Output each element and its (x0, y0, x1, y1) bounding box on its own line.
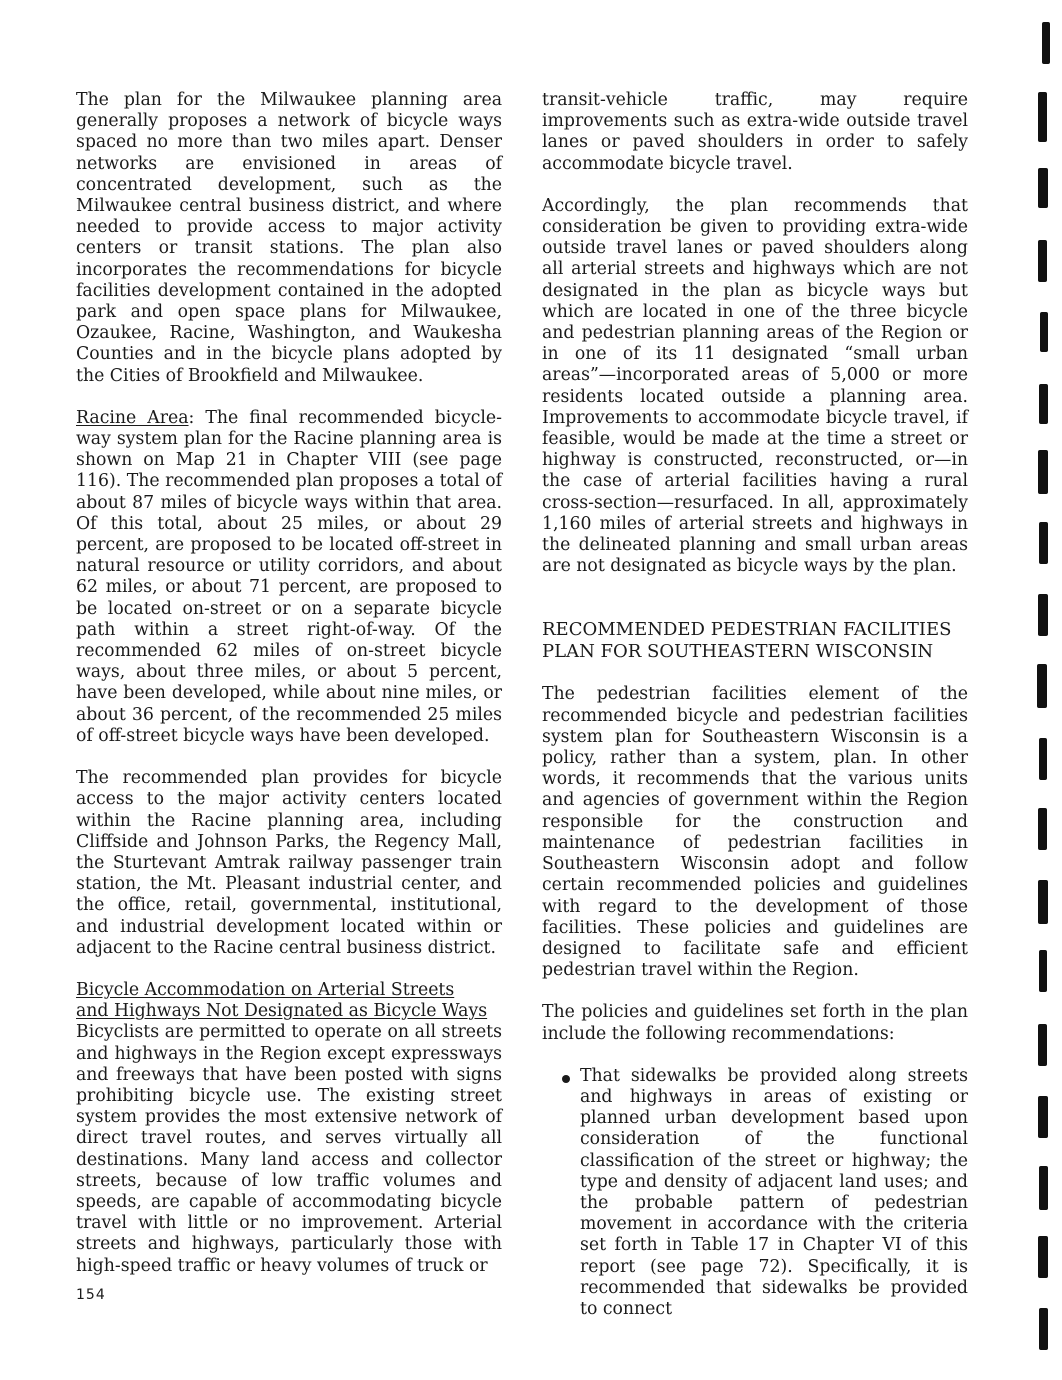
recommendations-list (542, 1066, 968, 1320)
sidewalks-recommendation: That sidewalks be provided along streets and highways in areas of existing or planned urban development based upon consideration of the functional classification of the street or highway; the type and density of adjacent land uses; and the probable pattern of pedestrian movement in accordance with the criteria set forth in Table 17 in Chapter VI of this report (see page 72). Specifically, it is recommended that sidewalks be provided to connect (580, 1065, 968, 1319)
subheading-line-2: and Highways Not Designated as Bicycle Ways (76, 1001, 488, 1022)
edge-mark (1039, 1166, 1048, 1210)
edge-mark (1042, 22, 1050, 64)
racine-paragraph (76, 408, 502, 747)
edge-mark (1038, 168, 1048, 208)
page-number: 154 (76, 1287, 106, 1303)
right-column (542, 90, 968, 1320)
edge-mark (1040, 312, 1048, 352)
scan-edge-marks (1002, 0, 1062, 1380)
edge-mark (1038, 594, 1048, 636)
bullet-icon (562, 1075, 570, 1083)
edge-mark (1038, 1236, 1048, 1278)
subheading-line-1: Bicycle Accommodation on Arterial Streets (76, 979, 455, 1000)
bicyclists-paragraph: Bicyclists are permitted to operate on all streets and highways in the Region except expressways and freeways that have been posted with signs prohibiting bicycle use. The existing street system provides the most extensive network of direct travel routes, and serves virtually all destinations. Many land access and collector streets, because of low traffic volumes and speeds, are capable of accommodating bicycle travel with little or no improvement. Arterial streets and highways, particularly those with high-speed traffic or heavy volumes of truck or (76, 1022, 502, 1276)
policies-intro-paragraph: The policies and guidelines set forth in the plan include the following recommendations: (542, 1002, 968, 1044)
pedestrian-element-paragraph: The pedestrian facilities element of the recommended bicycle and pedestrian facilities system plan for Southeastern Wisconsin is a policy, rather than a system, plan. In other words, it recommends that the various units and agencies of government within the Region responsible for the construction and maintenance of pedestrian facilities in Southeastern Wisconsin adopt and follow certain recommended policies and guidelines with regard to the development of those facilities. These policies and guidelines are designed to facilitate safe and efficient pedestrian travel within the Region. (542, 684, 968, 981)
racine-text: : The final recommended bicycle-way system plan for the Racine planning area is shown on Map 21 in Chapter VIII (see page 116). The recommended plan proposes a total of about 87 miles of bicycle ways within that area. Of this total, about 25 miles, or about 29 percent, are proposed to be located off-street in natural resource or utility corridors, and about 62 miles, or about 71 percent, are proposed to be located on-street or on a separate bicycle path within a street right-of-way. Of the recommended 62 miles of on-street bicycle ways, about three miles, or about 5 percent, have been developed, while about nine miles, or about 36 percent, of the recommended 25 miles of off-street bicycle ways have been developed. (76, 407, 503, 746)
accordingly-paragraph: Accordingly, the plan recommends that consideration be given to providing extra-wide outside travel lanes or paved shoulders along all arterial streets and highways which are not designated in the plan as bicycle ways but which are located in one of the three bicycle and pedestrian planning areas of the Region or in one of its 11 designated “small urban areas”—incorporated areas of 5,000 or more residents located outside a planning area. Improvements to accommodate bicycle travel, if feasible, would be made at the time a street or highway is constructed, reconstructed, or—in the case of arterial facilities having a rural cross-section—resurfaced. In all, approximately 1,160 miles of arterial streets and highways in the delineated planning and small urban areas are not designated as bicycle ways by the plan. (542, 195, 968, 577)
edge-mark (1039, 522, 1048, 564)
edge-mark (1038, 880, 1048, 924)
pedestrian-section-heading (542, 619, 968, 663)
heading-line-2: PLAN FOR SOUTHEASTERN WISCONSIN (542, 641, 934, 663)
edge-mark (1038, 808, 1047, 850)
edge-mark (1039, 1308, 1048, 1350)
edge-mark (1037, 664, 1047, 708)
heading-line-1: RECOMMENDED PEDESTRIAN FACILITIES (542, 619, 952, 641)
list-item (542, 1066, 968, 1320)
edge-mark (1038, 1096, 1048, 1138)
transit-traffic-paragraph: transit-vehicle traffic, may require improvements such as extra-wide outside travel lanes or paved shoulders in order to safely accommodate bicycle travel. (542, 90, 968, 174)
edge-mark (1038, 450, 1048, 494)
edge-mark (1038, 240, 1047, 282)
left-column (76, 90, 502, 1277)
edge-mark (1039, 950, 1047, 992)
racine-area-label: Racine Area (76, 407, 189, 428)
activity-centers-paragraph: The recommended plan provides for bicycle access to the major activity centers located within the Racine planning area, including Cliffside and Johnson Parks, the Regency Mall, the Sturtevant Amtrak railway passenger train station, the Mt. Pleasant industrial center, and the office, retail, governmental, institutional, and industrial development located within or adjacent to the Racine central business district. (76, 768, 502, 958)
arterial-subheading (76, 980, 502, 1022)
edge-mark (1039, 738, 1047, 780)
edge-mark (1039, 384, 1048, 424)
edge-mark (1038, 92, 1047, 142)
edge-mark (1038, 1024, 1047, 1066)
milwaukee-paragraph: The plan for the Milwaukee planning area generally proposes a network of bicycle ways spaced no more than two miles apart. Denser networks are envisioned in areas of concentrated development, such as the Milwaukee central business district, and where needed to provide access to major activity centers or transit stations. The plan also incorporates the recommendations for bicycle facilities development contained in the adopted park and open space plans for Milwaukee, Ozaukee, Racine, Washington, and Waukesha Counties and in the bicycle plans adopted by the Cities of Brookfield and Milwaukee. (76, 90, 502, 386)
